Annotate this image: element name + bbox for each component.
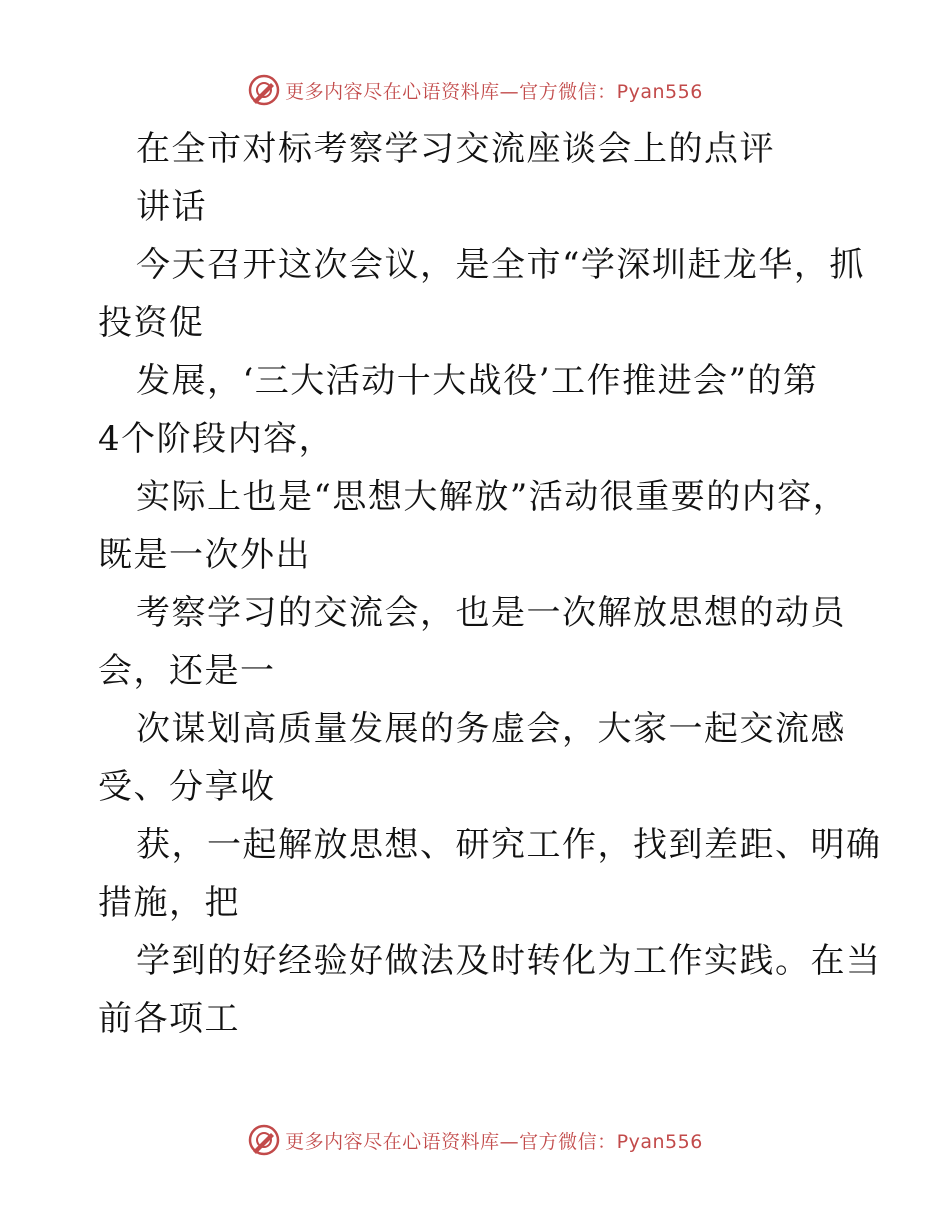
text-line: 受、分享收: [98, 767, 276, 807]
text-line: 次谋划高质量发展的务虚会，大家一起交流感: [136, 709, 846, 749]
watermark-logo-icon: [247, 1123, 281, 1157]
text-line: 在全市对标考察学习交流座谈会上的点评: [136, 129, 775, 169]
text-line: 措施，把: [98, 883, 240, 923]
text-line: 4个阶段内容，: [98, 419, 335, 459]
document-body: [98, 124, 882, 1052]
text-line: 投资促: [98, 303, 205, 343]
text-line: 发展，‘三大活动十大战役’工作推进会”的第: [136, 361, 819, 401]
text-line: 获，一起解放思想、研究工作，找到差距、明确: [136, 825, 882, 865]
text-line: 实际上也是“思想大解放”活动很重要的内容，: [136, 477, 849, 517]
watermark-text: 更多内容尽在心语资料库—官方微信：Pyan556: [285, 80, 703, 103]
watermark-text: 更多内容尽在心语资料库—官方微信：Pyan556: [285, 1130, 703, 1153]
text-line: 学到的好经验好做法及时转化为工作实践。在当: [136, 941, 882, 981]
text-line: 今天召开这次会议，是全市“学深圳赶龙华，抓: [136, 245, 865, 285]
text-line: 讲话: [136, 187, 207, 227]
header-watermark: [0, 70, 950, 110]
text-line: 考察学习的交流会，也是一次解放思想的动员: [136, 593, 846, 633]
text-line: 既是一次外出: [98, 535, 311, 575]
footer-watermark: [0, 1120, 950, 1160]
text-line: 会，还是一: [98, 651, 276, 691]
text-line: 前各项工: [98, 999, 240, 1039]
watermark-logo-icon: [247, 73, 281, 107]
